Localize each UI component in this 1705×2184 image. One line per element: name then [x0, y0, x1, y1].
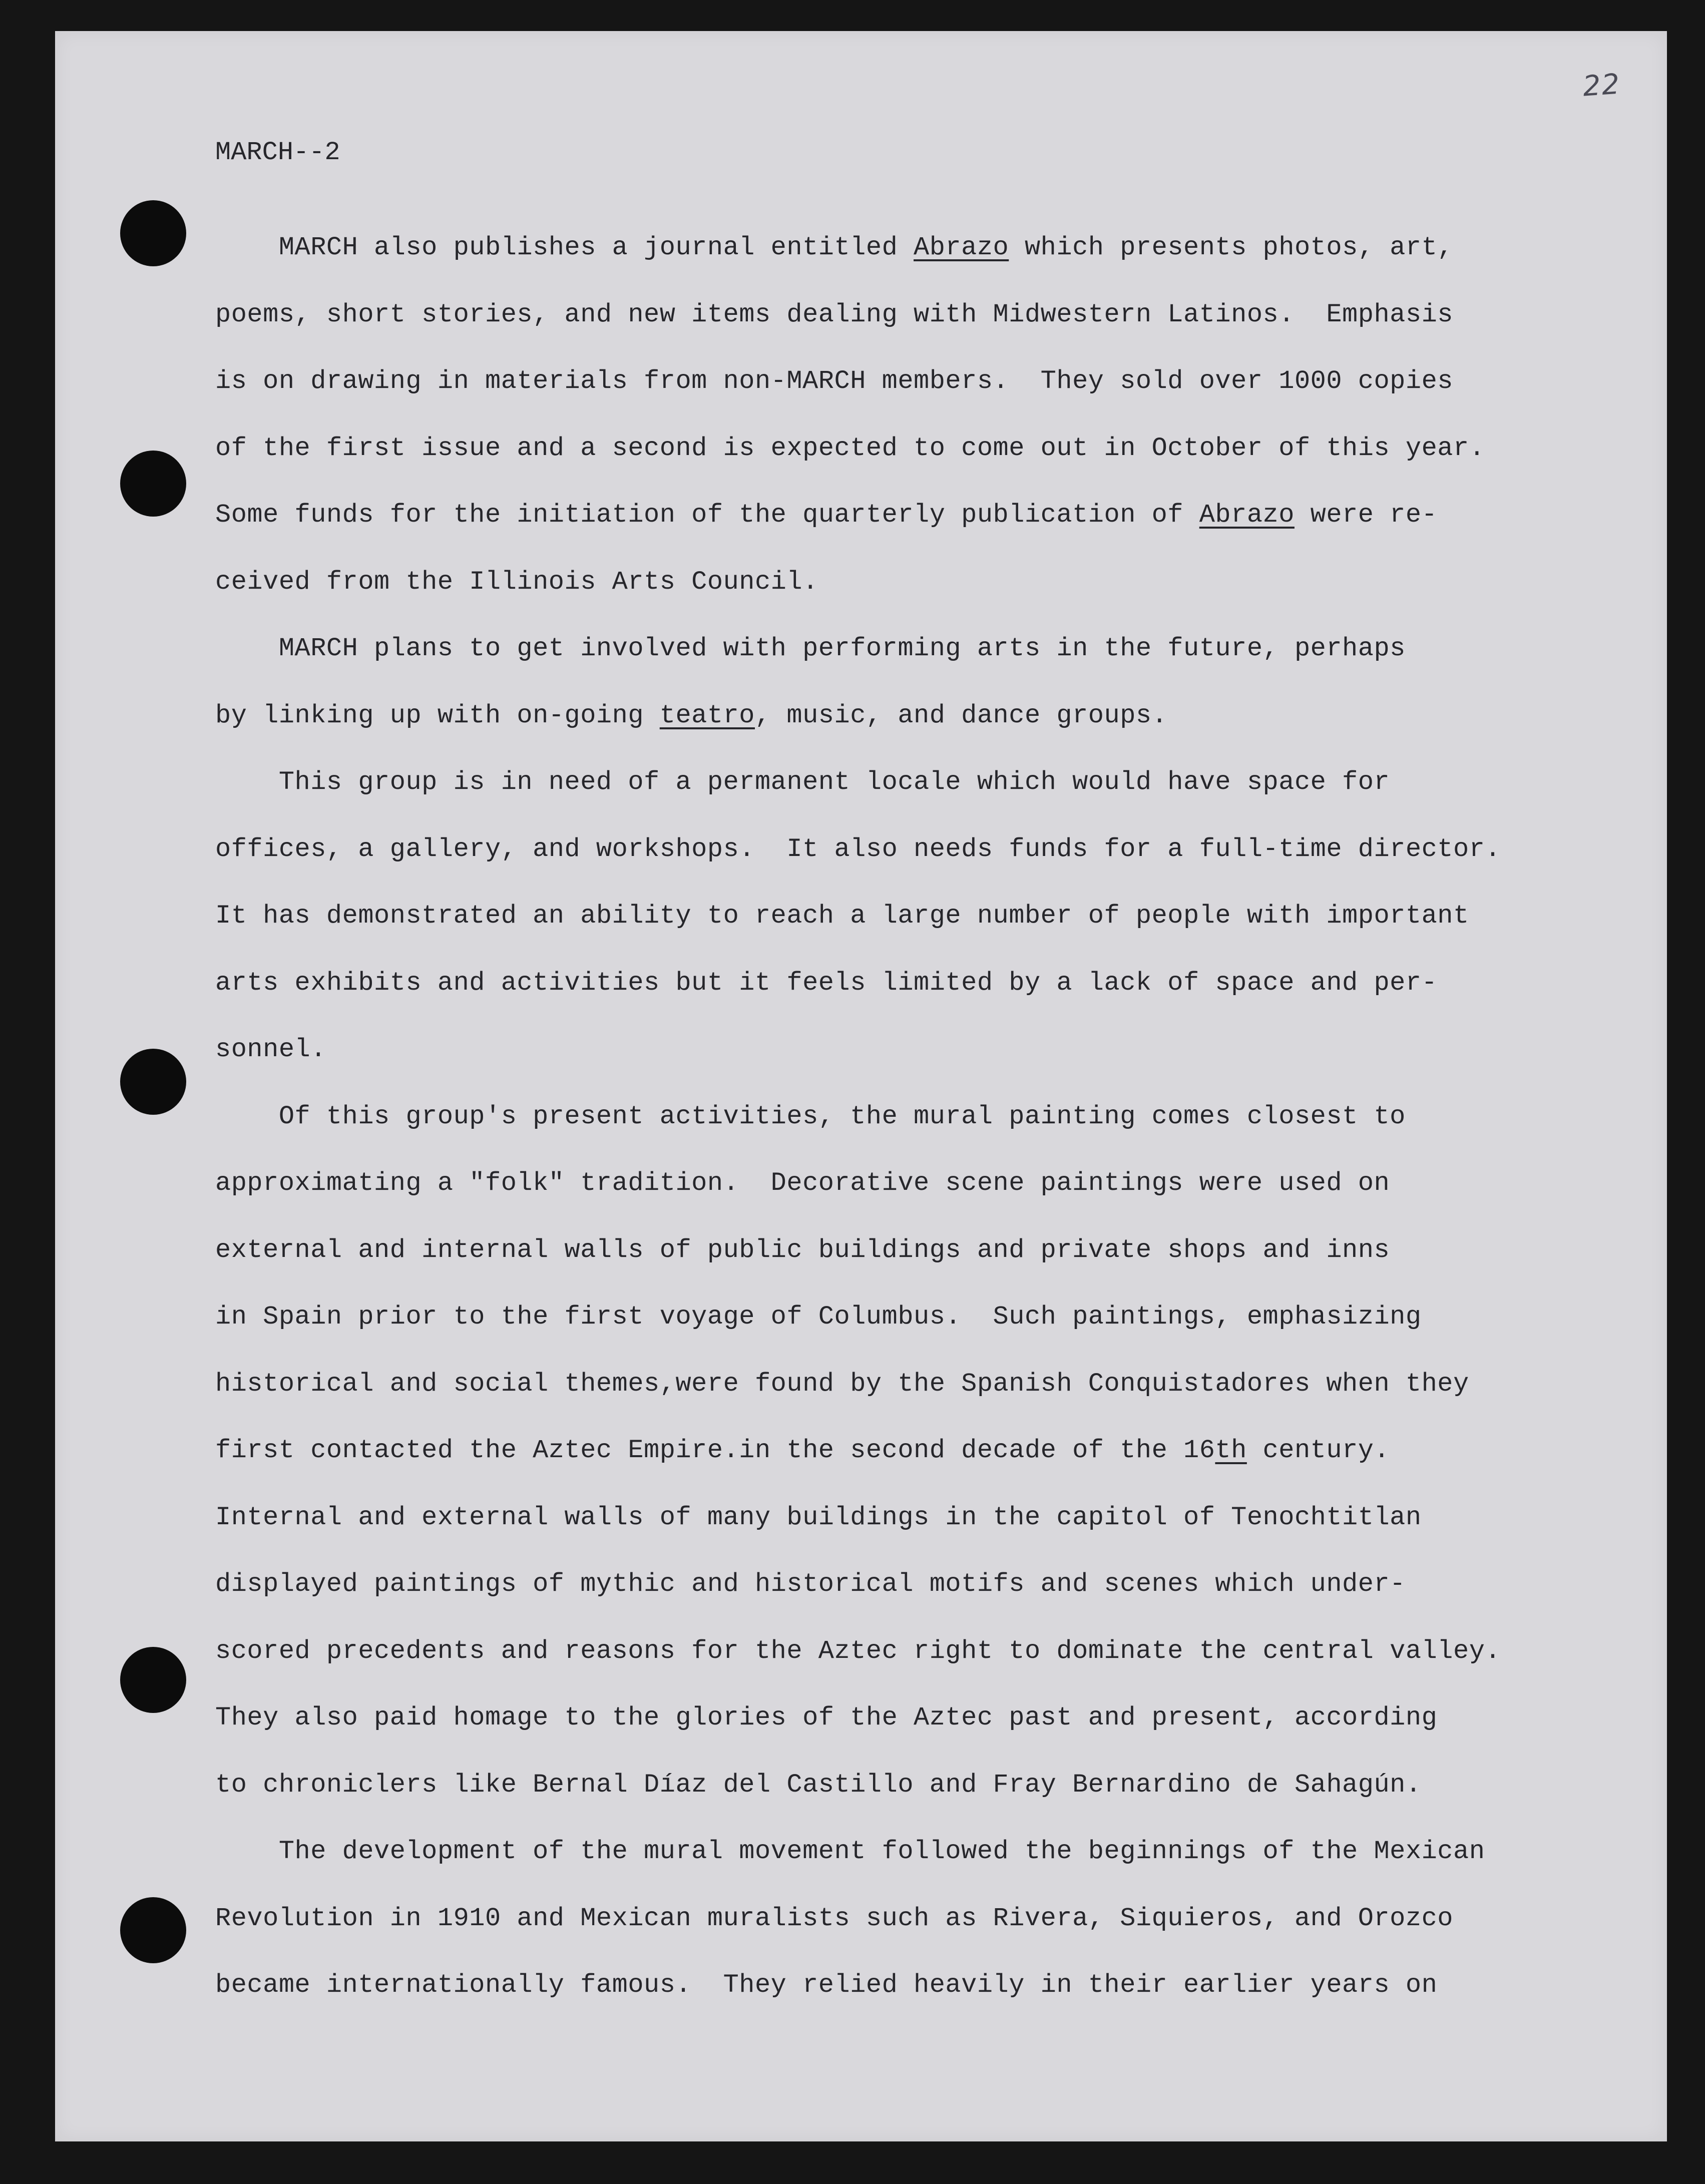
- text-segment: Some funds for the initiation of the quarterly publication of: [215, 500, 1199, 530]
- underlined-text: teatro: [659, 701, 755, 730]
- text-segment: to chroniclers like Bernal Díaz del Castillo and Fray Bernardino de Sahagún.: [215, 1770, 1422, 1800]
- text-segment: were re-: [1294, 500, 1438, 530]
- punch-hole: [120, 451, 186, 517]
- text-segment: Of this group's present activities, the mural painting comes closest to: [215, 1102, 1406, 1131]
- text-line: [215, 1770, 1422, 1800]
- text-segment: The development of the mural movement followed the beginnings of the Mexican: [215, 1837, 1485, 1866]
- text-line: [215, 233, 1453, 263]
- text-segment: , music, and dance groups.: [754, 701, 1168, 730]
- text-line: [215, 1636, 1501, 1666]
- underlined-text: th: [1215, 1436, 1247, 1465]
- text-line: [215, 701, 1167, 731]
- text-segment: ceived from the Illinois Arts Council.: [215, 567, 818, 597]
- text-line: [215, 1703, 1437, 1733]
- text-segment: external and internal walls of public buildings and private shops and inns: [215, 1235, 1390, 1265]
- punch-hole: [120, 1897, 186, 1963]
- text-segment: MARCH plans to get involved with performing arts in the future, perhaps: [215, 634, 1406, 663]
- text-line: [215, 1436, 1390, 1466]
- text-segment: is on drawing in materials from non-MARCH members. They sold over 1000 copies: [215, 366, 1453, 396]
- text-segment: poems, short stories, and new items dealing with Midwestern Latinos. Emphasis: [215, 300, 1453, 329]
- punch-hole: [120, 200, 186, 266]
- punch-hole: [120, 1647, 186, 1713]
- handwritten-page-number: 22: [1581, 68, 1622, 103]
- text-segment: This group is in need of a permanent locale which would have space for: [215, 767, 1390, 797]
- paper-sheet: [55, 31, 1667, 2141]
- text-segment: became internationally famous. They relied heavily in their earlier years on: [215, 1970, 1438, 2000]
- text-segment: historical and social themes,were found by the Spanish Conquistadores when they: [215, 1369, 1469, 1399]
- text-line: [215, 1102, 1406, 1132]
- text-line: [215, 300, 1453, 330]
- text-line: [215, 433, 1485, 464]
- text-segment: They also paid homage to the glories of the Aztec past and present, according: [215, 1703, 1438, 1732]
- underlined-text: Abrazo: [914, 233, 1009, 262]
- text-line: [215, 1503, 1422, 1533]
- text-line: [215, 1168, 1390, 1198]
- text-line: [215, 834, 1501, 864]
- text-segment: Revolution in 1910 and Mexican muralists such as Rivera, Siquieros, and Orozco: [215, 1904, 1453, 1933]
- text-segment: first contacted the Aztec Empire.in the second decade of the 16: [215, 1436, 1215, 1465]
- text-line: [215, 567, 818, 597]
- punch-hole: [120, 1049, 186, 1115]
- text-line: [215, 1369, 1469, 1399]
- underlined-text: Abrazo: [1199, 500, 1295, 530]
- text-segment: MARCH also publishes a journal entitled: [215, 233, 914, 262]
- text-segment: of the first issue and a second is expected to come out in October of this year.: [215, 433, 1485, 463]
- text-line: [215, 1569, 1406, 1599]
- text-segment: It has demonstrated an ability to reach a large number of people with important: [215, 901, 1469, 931]
- text-line: [215, 1302, 1422, 1332]
- text-segment: offices, a gallery, and workshops. It also needs funds for a full-time director.: [215, 834, 1501, 864]
- text-segment: century.: [1246, 1436, 1390, 1465]
- text-line: [215, 901, 1469, 931]
- text-segment: approximating a "folk" tradition. Decorative scene paintings were used on: [215, 1168, 1390, 1198]
- text-line: [215, 366, 1453, 396]
- text-line: [215, 1035, 326, 1065]
- text-segment: displayed paintings of mythic and historical motifs and scenes which under-: [215, 1569, 1406, 1599]
- text-line: [215, 1235, 1390, 1265]
- text-segment: scored precedents and reasons for the Aztec right to dominate the central valley.: [215, 1636, 1501, 1666]
- text-line: [215, 1837, 1485, 1867]
- text-line: [215, 1970, 1437, 2000]
- text-segment: arts exhibits and activities but it feels limited by a lack of space and per-: [215, 968, 1438, 998]
- text-line: [215, 1904, 1453, 1934]
- page-header: MARCH--2: [215, 138, 340, 167]
- text-segment: in Spain prior to the first voyage of Columbus. Such paintings, emphasizing: [215, 1302, 1422, 1332]
- text-line: [215, 634, 1406, 664]
- text-segment: Internal and external walls of many buildings in the capitol of Tenochtitlan: [215, 1503, 1422, 1532]
- text-line: [215, 767, 1390, 797]
- text-segment: which presents photos, art,: [1009, 233, 1454, 262]
- text-line: [215, 968, 1437, 998]
- text-segment: by linking up with on-going: [215, 701, 660, 730]
- text-line: [215, 500, 1437, 530]
- text-segment: sonnel.: [215, 1035, 326, 1064]
